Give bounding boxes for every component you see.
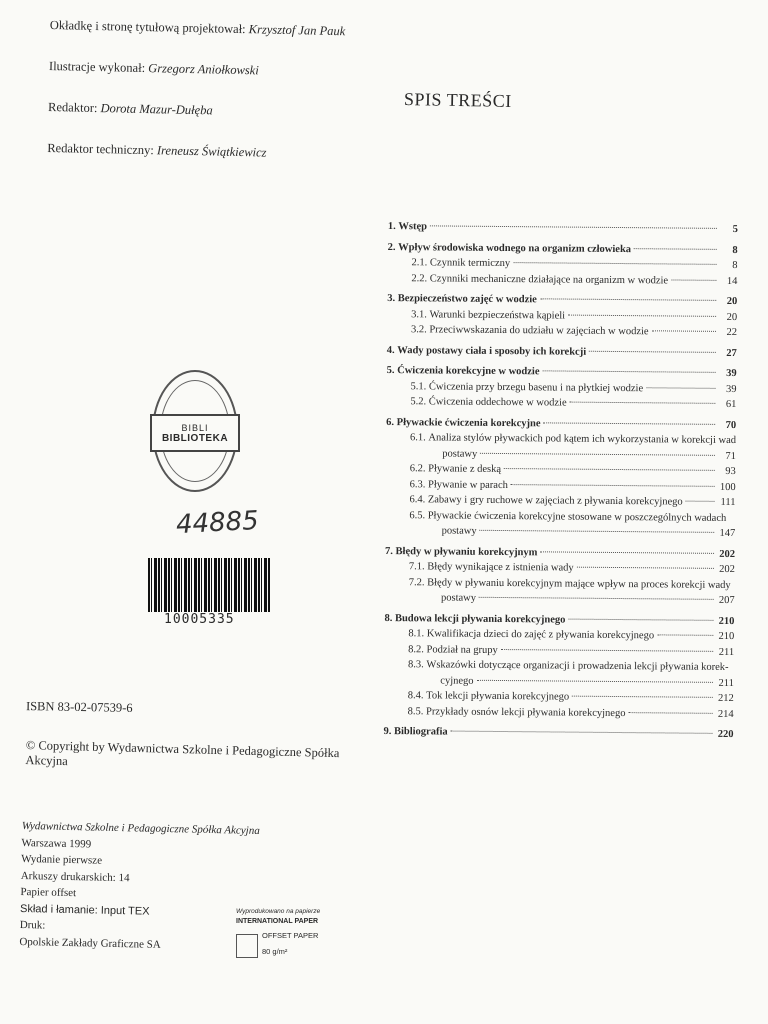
toc-entry-number: 3.1. [411,308,430,320]
toc-leader-dots [589,350,716,352]
credit-role: Okładkę i stronę tytułową projektował: [49,18,249,37]
toc-entry-page: 61 [725,398,737,411]
toc-entry-number: 5.2. [410,396,429,408]
toc-entry-number: 2.2. [411,272,430,284]
toc-entry-number: 2. [387,241,399,253]
stamp-text-main: BIBLIOTEKA [161,432,229,444]
toc-entry-page: 39 [725,383,737,395]
toc-entry-number: 6.3. [409,478,429,490]
toc-leader-dots [513,262,716,265]
toc-leader-dots [544,422,716,424]
credit-line [50,18,350,39]
toc-entry-text: Błędy w pływaniu korekcyjnym mające wpływ na proces korekcji wady [427,576,731,591]
toc-entry-text: Czynniki mechaniczne działające na organizm w wodzie [429,272,669,286]
toc-entry-number: 9. [383,725,395,738]
toc-entry-text: Zabawy i gry ruchowe w zajęciach z pływania korekcyjnego [427,494,683,508]
toc-entry-text: Wstęp [398,221,428,233]
toc-entry-text: Wskazówki dotyczące organizacji i prowadzenia lekcji pływania korek- [426,659,729,673]
paper-type-label: OFFSET PAPER [262,931,319,940]
typesetting: Skład i łamanie: Input TEX [19,902,150,918]
toc-entry-text: Wady postawy ciała i sposoby ich korekcji [397,344,587,358]
toc-entry-text: Wpływ środowiska wodnego na organizm człowieka [398,241,632,255]
toc-entry-wrap [427,575,735,609]
toc-leader-dots [477,679,713,682]
toc-leader-dots [540,298,716,301]
paper-made-on: Wyprodukowano na papierze [236,908,321,915]
toc-leader-dots [451,731,713,734]
toc-entry-page: 214 [717,708,734,720]
toc-leader-dots [572,696,713,698]
toc-entry-page: 39 [726,367,737,380]
toc-entry-number: 8.2. [408,643,427,655]
place-year: Warszawa 1999 [21,836,92,850]
toc-leader-dots [646,387,715,389]
toc-entry-number: 8. [384,612,396,624]
toc-entry-page: 14 [726,275,738,287]
toc-entry-page: 8 [732,244,738,256]
credit-line [48,100,348,121]
toc-entry-wrap [428,430,736,464]
barcode [148,558,270,612]
credit-name: Grzegorz Aniołkowski [148,61,259,78]
paper-brand: INTERNATIONAL PAPER [236,918,319,925]
toc-entry-page: 27 [726,347,737,359]
toc-entry-page: 93 [725,465,736,478]
toc-entry[interactable] [387,342,737,361]
paper-logo-icon [236,934,258,958]
toc-entry[interactable] [385,507,735,541]
table-of-contents [383,214,738,743]
toc-leader-dots [671,279,716,280]
toc-entry-text: Budowa lekcji pływania korekcyjnego [394,612,566,626]
toc-entry-text-cont: postawy [440,592,477,604]
toc-entry[interactable] [387,322,737,341]
stamp-label-box [150,414,240,452]
toc-entry[interactable] [384,703,734,722]
toc-entry-text: Błędy w pływaniu korekcyjnym [395,545,538,558]
toc-entry-page: 71 [725,450,736,462]
toc-entry-text: Warunki bezpieczeństwa kąpieli [429,308,566,322]
print-label: Druk: [19,918,46,932]
toc-leader-dots [570,402,716,404]
toc-entry-number: 7.1. [408,561,428,573]
toc-entry-page: 211 [718,646,735,658]
toc-entry-number: 4. [386,344,398,356]
toc-leader-dots [686,501,715,502]
toc-entry-text: Pływackie ćwiczenia korekcyjne [396,416,541,429]
handwritten-inventory-number: 44885 [175,505,260,541]
toc-entry-page: 210 [718,615,735,627]
credit-role: Redaktor techniczny: [47,140,158,158]
toc-entry-wrap [428,508,736,542]
paper-weight: 80 g/m² [262,947,288,956]
toc-leader-dots [577,567,714,569]
toc-leader-dots [628,712,712,714]
printing-sheets: Arkuszy drukarskich: 14 [20,869,130,884]
toc-entry-page: 211 [718,677,734,689]
toc-entry-page: 212 [717,692,734,705]
printer-name: Opolskie Zakłady Graficzne SA [19,935,161,951]
toc-entry-text: Bibliografia [393,726,448,738]
toc-entry[interactable] [386,430,736,464]
toc-entry[interactable] [388,219,738,238]
toc-leader-dots [540,551,714,554]
toc-entry-text: Tok lekcji pływania korekcyjnego [426,690,570,703]
toc-leader-dots [479,597,714,600]
credit-name: Ireneusz Świątkiewicz [156,143,267,160]
toc-entry-number: 3. [387,292,398,305]
publisher-info [19,818,260,955]
credit-name: Dorota Mazur-Dułęba [100,101,213,118]
toc-entry-text: Błędy wynikające z istnienia wady [427,561,574,574]
paper-logo [236,908,346,957]
toc-entry-text: Bezpieczeństwo zajęć w wodzie [397,293,537,306]
toc-entry-number: 6. [386,416,397,428]
credit-role: Redaktor: [47,99,101,116]
toc-entry[interactable] [384,657,734,691]
toc-entry-text: Kwalifikacja dzieci do zajęć z pływania korekcyjnego [426,628,655,642]
paper-type: Papier offset [20,885,77,900]
toc-leader-dots [634,248,717,250]
stamp-text-top: BIBLI [181,422,209,433]
toc-entry-page: 202 [719,548,736,560]
toc-entry-text: Ćwiczenia oddechowe w wodzie [428,396,567,409]
toc-leader-dots [511,484,715,487]
toc-entry-page: 207 [718,594,735,607]
toc-entry-text: Przeciwwskazania do udziału w zajęciach w wodzie [429,324,649,338]
isbn: ISBN 83-02-07539-6 [25,699,133,715]
credit-role: Ilustracje wykonał: [48,58,149,76]
credit-name: Krzysztof Jan Pauk [248,22,346,39]
toc-entry-number: 6.2. [409,463,429,475]
toc-entry-text: Pływanie z deską [428,463,502,475]
edition: Wydanie pierwsze [21,852,103,867]
toc-title: SPIS TREŚCI [403,89,512,111]
toc-leader-dots [568,314,716,316]
toc-leader-dots [430,225,717,229]
toc-entry-number: 6.5. [409,509,428,521]
toc-entry-number: 5. [386,364,398,377]
toc-entry-text: Ćwiczenia korekcyjne w wodzie [397,365,540,378]
toc-entry-page: 20 [726,311,738,323]
toc-entry-text-cont: cyjnego [440,674,474,687]
toc-leader-dots [480,530,715,533]
toc-leader-dots [543,370,716,373]
toc-entry-number: 6.4. [409,494,428,506]
toc-entry-page: 210 [718,630,735,643]
toc-entry-page: 70 [725,419,737,431]
toc-entry-page: 5 [732,224,738,236]
toc-leader-dots [501,649,713,652]
copyright-notice: © Copyright by Wydawnictwa Szkolne i Pedagogiczne Spółka Akcyjna [25,738,340,769]
credits-block [47,18,350,188]
publisher-name: Wydawnictwa Szkolne i Pedagogiczne Spółka Akcyjna [21,819,260,837]
toc-entry-number: 8.5. [407,705,427,717]
toc-entry[interactable] [385,574,735,608]
toc-entry-number: 8.3. [408,659,427,671]
toc-entry-number: 7. [385,545,396,557]
toc-entry-page: 8 [732,260,738,272]
toc-entry-wrap [426,657,734,691]
toc-entry-number: 6.1. [410,432,429,444]
barcode-number: 10005335 [164,612,235,627]
toc-entry[interactable] [383,724,733,743]
toc-entry-number: 7.2. [408,576,428,588]
toc-entry-text: Pływanie w parach [427,478,508,491]
toc-entry-page: 20 [726,295,738,308]
toc-entry-text-cont: postawy [442,447,478,460]
credit-line [49,59,349,80]
toc-entry-text: Podział na grupy [426,643,498,656]
toc-entry-text: Przykłady osnów lekcji pływania korekcyjnego [425,705,626,719]
toc-entry[interactable] [387,270,737,289]
toc-entry-number: 8.4. [407,690,427,702]
toc-entry-text: Czynnik termiczny [429,257,511,270]
toc-leader-dots [568,618,713,620]
toc-entry-page: 202 [719,563,735,576]
toc-entry-continuation [428,523,736,541]
toc-entry-page: 111 [720,496,736,509]
library-stamp [152,370,238,492]
toc-entry-page: 100 [719,481,736,493]
toc-leader-dots [657,634,713,635]
toc-entry-number: 2.1. [411,257,430,269]
toc-entry-page: 22 [726,326,738,339]
toc-entry-number: 5.1. [410,380,429,392]
toc-entry[interactable] [386,394,736,413]
toc-entry-page: 147 [719,527,736,540]
toc-entry-number: 8.1. [408,628,427,640]
toc-leader-dots [652,330,716,332]
credit-line [47,141,347,162]
toc-entry-continuation [427,590,735,608]
toc-entry-text: Ćwiczenia przy brzegu basenu i na płytkiej wodzie [428,380,644,394]
toc-entry-page: 220 [717,728,734,741]
toc-leader-dots [480,452,715,455]
toc-entry-number: 3.2. [410,324,430,336]
toc-leader-dots [504,468,715,471]
toc-entry-text-cont: postawy [441,525,477,537]
toc-entry-text: Pływackie ćwiczenia korekcyjne stosowane w poszczególnych wadach [427,509,727,524]
toc-entry-text: Analiza stylów pływackich pod kątem ich wykorzystania w korekcji wad [428,432,737,447]
toc-entry-number: 1. [387,220,399,233]
